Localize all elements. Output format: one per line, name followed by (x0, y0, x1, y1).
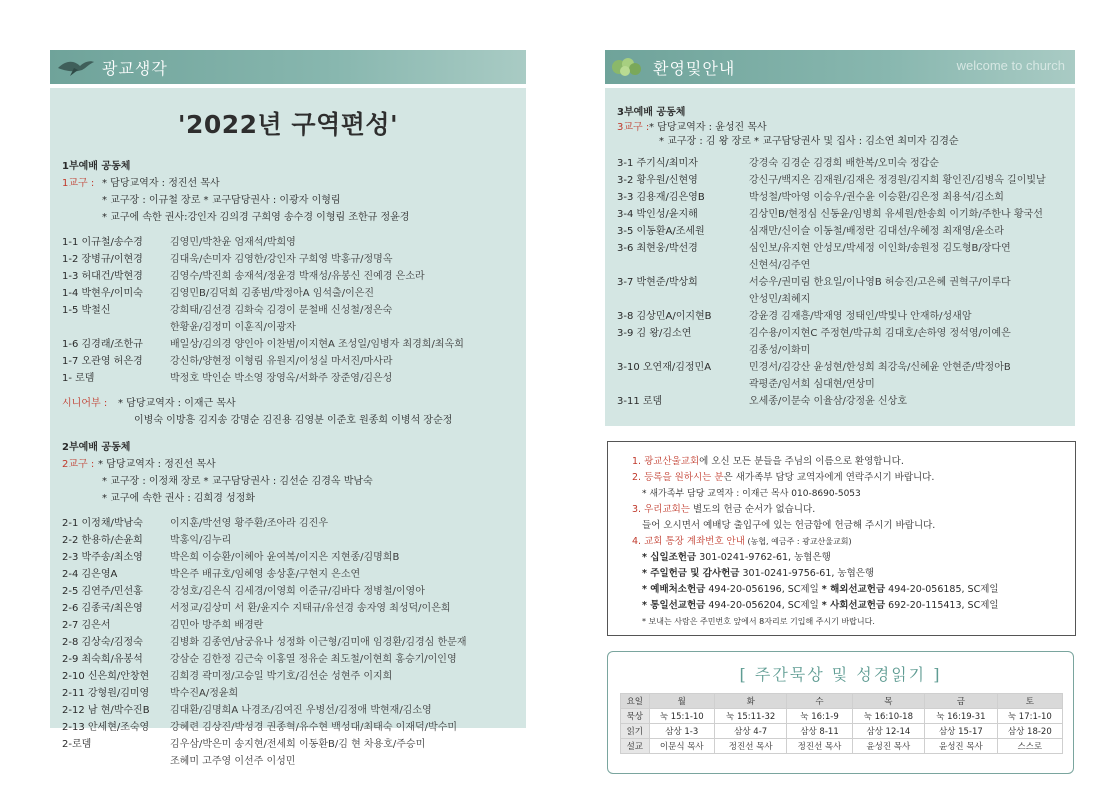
district-label: 2교구 : (62, 459, 95, 470)
schedule-cell: 윤성진 목사 (925, 739, 998, 754)
district-row (62, 583, 514, 600)
service1-rows (62, 234, 514, 387)
district-members: 김상민B/현정심 신동윤/임병희 유세원/한송희 이기화/주한나 황국선 (749, 209, 1043, 220)
district-members: 오세종/이문숙 이율삼/강정윤 신상호 (749, 396, 907, 407)
left-banner (50, 50, 526, 84)
schedule-cell: 눅 16:10-18 (852, 709, 925, 724)
district-row (617, 240, 1063, 257)
district-members: 심재만/신이슬 이동철/배정란 김대선/우혜정 최재영/윤소라 (749, 226, 1004, 237)
banner-title: 광교생각 (102, 58, 168, 78)
district-leader: 3-6 최현웅/박선경 (617, 243, 698, 254)
account-number: 494-20-056196, SC제일 (705, 584, 822, 595)
district-leader: 3-8 김상민A/이지현B (617, 311, 712, 322)
district-members: 심인보/유지현 안성모/박세정 이인화/송원정 김도형B/장다연 (749, 243, 1011, 254)
district-list-panel (50, 88, 526, 767)
district-leader: 1-1 이규철/송수경 (62, 237, 143, 248)
pastor-line: * 담당교역자 : 정진선 목사 (98, 459, 216, 470)
notice-highlight: 1. 광교산울교회 (632, 456, 700, 467)
district-members: 김병화 김종연/남궁유나 성정화 이근형/김미애 임경환/김경심 한문재 (170, 637, 467, 648)
account-name: * 예배처소헌금 (642, 584, 706, 595)
schedule-cell: 삼상 18-20 (997, 724, 1062, 739)
district-members: 김대욱/손미자 김영한/강인자 구희영 박홍규/정명옥 (170, 254, 393, 265)
district-leader: 2-11 강형원/김미영 (62, 688, 150, 699)
district-row (617, 189, 1063, 206)
district-leader: 2-6 김종국/최은영 (62, 603, 143, 614)
notice-item-2 (632, 470, 1051, 486)
district-members: 강윤경 김재흥/박재영 정태인/박빛나 안재하/성새암 (749, 311, 972, 322)
schedule-header-cell: 요일 (621, 694, 650, 709)
district-leader: 2-9 최숙희/유봉석 (62, 654, 143, 665)
account-2 (632, 566, 1051, 582)
leader-line: * 교구장 : 이정채 장로 * 교구담당권사 : 김선순 김경옥 박남숙 (102, 476, 373, 487)
schedule-cell: 삼상 4-7 (714, 724, 787, 739)
senior-pastor: * 담당교역자 : 이재근 목사 (118, 398, 236, 409)
weekly-schedule-box (607, 651, 1074, 774)
district-row (62, 634, 514, 651)
district-row (62, 600, 514, 617)
district-row (62, 549, 514, 566)
schedule-cell: 눅 16:19-31 (925, 709, 998, 724)
district-members: 강경숙 김경순 김경희 배한복/오미숙 정갑순 (749, 158, 939, 169)
schedule-header-row (621, 694, 1063, 709)
schedule-row-label: 묵상 (621, 709, 650, 724)
schedule-table (620, 693, 1063, 754)
service3-heading: 3부예배 공동체 (617, 107, 686, 118)
bird-icon (56, 54, 96, 80)
district-leader: 3-9 김 왕/김소연 (617, 328, 692, 339)
district-row (62, 515, 514, 532)
schedule-cell: 정진선 목사 (714, 739, 787, 754)
deaconess-line: * 교구에 속한 권사 : 김희경 성정화 (102, 493, 256, 504)
district-members: 박정호 박인순 박소영 장영옥/서화주 장준영/김은성 (170, 373, 393, 384)
account-number: 494-20-056185, SC제일 (885, 584, 999, 595)
district-members: 김영민/박찬윤 엄재석/박희영 (170, 237, 296, 248)
notice-box (607, 441, 1076, 636)
schedule-cell: 삼상 8-11 (787, 724, 852, 739)
district-members: 강삼순 김한정 김근숙 이홍열 정유순 최도철/이현희 홍승기/이인영 (170, 654, 457, 665)
district-members: 서승우/권미림 한요일/이나영B 허승진/고은혜 권혁구/이루다 (749, 277, 1011, 288)
leaf-icon (609, 54, 645, 80)
district-row (62, 651, 514, 668)
service2-district-line1 (62, 456, 514, 473)
district-leader: 2-7 김은서 (62, 620, 111, 631)
service3-rows (617, 155, 1063, 410)
district-leader (62, 319, 170, 336)
account-3 (632, 582, 1051, 598)
district-row (62, 617, 514, 634)
schedule-cell: 삼상 12-14 (852, 724, 925, 739)
district-leader: 2-2 한용하/손윤희 (62, 535, 143, 546)
schedule-cell: 정진선 목사 (787, 739, 852, 754)
schedule-header-cell: 월 (649, 694, 714, 709)
district-leader: 1-2 장병규/이현경 (62, 254, 143, 265)
district-row (62, 336, 514, 353)
district-row (62, 532, 514, 549)
district-members: 김우삼/박은미 송지현/전세희 이동환B/김 현 차용호/주승미 (170, 739, 426, 750)
district-leader: 3-2 황우원/신현영 (617, 175, 698, 186)
district3-panel (605, 88, 1075, 426)
district-members: 김영수/박진희 송재석/정윤경 박재성/유봉신 진예경 은소라 (170, 271, 425, 282)
district-members: 강신하/양현정 이형림 유원지/이성실 마서진/마사라 (170, 356, 393, 367)
district-leader: 3-4 박인성/윤지해 (617, 209, 698, 220)
schedule-header-cell: 화 (714, 694, 787, 709)
district-leader: 1-4 박현우/이미숙 (62, 288, 143, 299)
district-members: 김민아 방주희 배경란 (170, 620, 264, 631)
district-row (617, 206, 1063, 223)
banner-subtitle: welcome to church (956, 58, 1065, 73)
schedule-cell: 눅 15:1-10 (649, 709, 714, 724)
district-members: 김희경 곽미정/고승일 박기호/김선순 성현주 이지희 (170, 671, 393, 682)
senior-line (62, 395, 514, 412)
notice-highlight: 4. 교회 통장 계좌번호 안내 (632, 536, 745, 547)
leader-line: * 교구장 : 김 왕 장로 * 교구담당권사 및 집사 : 김소연 최미자 김경순 (659, 136, 959, 147)
district-row (617, 223, 1063, 240)
district-row (617, 359, 1063, 376)
service3-district-line1 (617, 121, 1063, 134)
district-row (62, 285, 514, 302)
district-members: 이지훈/박선영 황주환/조아라 김진우 (170, 518, 328, 529)
account-name: * 통일선교헌금 (642, 600, 706, 611)
district-row (617, 308, 1063, 325)
account-name: * 주일헌금 및 감사헌금 (642, 568, 740, 579)
pastor-line: * 담당교역자 : 윤성진 목사 (649, 122, 767, 133)
district-leader: 1-5 박철신 (62, 305, 111, 316)
district-row (617, 172, 1063, 189)
account-number: 494-20-056204, SC제일 (705, 600, 822, 611)
district-leader: 2-12 남 현/박수진B (62, 705, 150, 716)
district-row (617, 274, 1063, 291)
district-row (62, 370, 514, 387)
account-name: * 십일조헌금 (642, 552, 697, 563)
district-row (62, 719, 514, 736)
district-row (617, 393, 1063, 410)
schedule-cell: 삼상 1-3 (649, 724, 714, 739)
district-members: 박은희 이승환/이혜아 윤여복/이지은 지현종/김명희B (170, 552, 400, 563)
district-members-cont: 신현석/김주연 (749, 260, 811, 271)
district-members: 조혜미 고주영 이선주 이성민 (170, 756, 296, 767)
district-members: 김수용/이지현C 주정현/박규희 김대호/손하영 정석영/이예은 (749, 328, 1011, 339)
notice-text: (농협, 예금주 : 광교산울교회) (744, 537, 852, 546)
schedule-header-cell: 목 (852, 694, 925, 709)
district-members: 한황윤/김정미 이훈직/이광자 (170, 322, 296, 333)
district-leader: 1- 로뎀 (62, 373, 95, 384)
district-members: 배일상/김의경 양인아 이찬범/이지현A 조성일/임병자 최경희/최옥희 (170, 339, 464, 350)
district-leader: 1-3 허대건/박현경 (62, 271, 143, 282)
district-members: 서정교/김상미 서 환/윤지수 지태규/유선경 송자영 최성덕/이은희 (170, 603, 451, 614)
account-name: * 사회선교헌금 (821, 600, 886, 611)
right-banner (605, 50, 1075, 84)
district-members: 강신구/백지은 김재원/김재은 정경원/김지희 황인진/김병옥 길이빛날 (749, 175, 1046, 186)
district-row (62, 753, 514, 770)
district-row (62, 736, 514, 753)
district-leader: 3-11 로뎀 (617, 396, 663, 407)
district-leader: 3-7 박현준/박상희 (617, 277, 698, 288)
district-row (62, 319, 514, 336)
district-leader: 2-10 신은희/안창현 (62, 671, 150, 682)
schedule-header-cell: 토 (997, 694, 1062, 709)
notice-item-3 (632, 502, 1051, 518)
notice-highlight: 2. 등록을 원하시는 분 (632, 472, 724, 483)
district-members: 강희태/김선경 김화숙 김경이 문철배 신성철/정은숙 (170, 305, 393, 316)
schedule-row (621, 724, 1063, 739)
senior-members: 이병숙 이방흥 김지송 강명순 김진용 김영분 이준호 원종희 이병석 장순정 (134, 415, 453, 426)
district-row (62, 702, 514, 719)
district-members: 김영민B/김덕희 김종범/박정아A 임석출/이은진 (170, 288, 375, 299)
district-row (62, 302, 514, 319)
district-row (62, 668, 514, 685)
district-leader: 3-5 이동환A/조세원 (617, 226, 705, 237)
district-leader: 2-5 김연주/민선홍 (62, 586, 143, 597)
district-row (62, 566, 514, 583)
notice-sub: 들어 오시면서 예배당 출입구에 있는 헌금함에 헌금해 주시기 바랍니다. (642, 520, 936, 531)
schedule-cell: 눅 16:1-9 (787, 709, 852, 724)
notice-item-4 (632, 534, 1051, 550)
account-number: 301-0241-9756-61, 농협은행 (739, 568, 875, 579)
notice-highlight: 3. 우리교회는 (632, 504, 690, 515)
account-1 (632, 550, 1051, 566)
district-label: 1교구 : (62, 178, 95, 189)
schedule-header-cell: 금 (925, 694, 998, 709)
service1-heading: 1부예배 공동체 (62, 161, 131, 172)
notice-text: 은 새가족부 담당 교역자에게 연락주시기 바랍니다. (723, 472, 935, 483)
district-leader: 2-8 김상숙/김정숙 (62, 637, 143, 648)
schedule-cell: 눅 17:1-10 (997, 709, 1062, 724)
district-label: 3교구 : (617, 122, 650, 133)
district-row (62, 234, 514, 251)
pastor-line: * 담당교역자 : 정진선 목사 (102, 178, 220, 189)
schedule-cell: 윤성진 목사 (852, 739, 925, 754)
district-members: 민경서/김강산 윤성현/한성희 최강욱/신혜윤 안현준/박정아B (749, 362, 1011, 373)
account-number: 692-20-115413, SC제일 (885, 600, 999, 611)
account-4 (632, 598, 1051, 614)
account-name: * 해외선교헌금 (821, 584, 886, 595)
schedule-header-cell: 수 (787, 694, 852, 709)
district-members: 강성호/김은식 김세경/이영희 이준규/김바다 정병철/이영아 (170, 586, 425, 597)
district-leader: 3-1 주기식/최미자 (617, 158, 698, 169)
banner-title: 환영및안내 (653, 58, 736, 78)
page-title: '2022년 구역편성' (177, 110, 399, 139)
district-leader: 2-13 안세현/조숙영 (62, 722, 150, 733)
senior-label: 시니어부 : (62, 398, 108, 409)
notice-item-1 (632, 454, 1051, 470)
district-row (617, 325, 1063, 342)
district-leader: 3-3 김용재/김은영B (617, 192, 705, 203)
notice-text: 에 오신 모든 분들을 주님의 이름으로 환영합니다. (699, 456, 904, 467)
schedule-cell: 스스로 (997, 739, 1062, 754)
schedule-cell: 삼상 15-17 (925, 724, 998, 739)
district-leader: 1-7 오관영 허은경 (62, 356, 143, 367)
schedule-row-label: 읽기 (621, 724, 650, 739)
schedule-cell: 이문식 목사 (649, 739, 714, 754)
schedule-cell: 눅 15:11-32 (714, 709, 787, 724)
district-leader: 2-3 박주송/최소영 (62, 552, 143, 563)
district-row (62, 353, 514, 370)
district-members: 강혜련 김상진/박성경 권종혁/유수현 백성대/최태숙 이재덕/박수미 (170, 722, 458, 733)
district-row (62, 251, 514, 268)
notice-sub: * 새가족부 담당 교역자 : 이재근 목사 010-8690-5053 (642, 489, 861, 499)
notice-text: 별도의 헌금 순서가 없습니다. (689, 504, 816, 515)
service2-heading: 2부예배 공동체 (62, 442, 131, 453)
district-row (62, 685, 514, 702)
district-members-cont: 안성민/최혜지 (749, 294, 811, 305)
district-leader: 1-6 김경래/조한규 (62, 339, 143, 350)
district-leader: 2-로뎀 (62, 739, 92, 750)
district-members: 박홍익/김누리 (170, 535, 232, 546)
district-members-cont: 김종성/이화미 (749, 345, 811, 356)
service2-rows (62, 515, 514, 770)
district-members: 박수진A/정윤희 (170, 688, 239, 699)
schedule-row (621, 739, 1063, 754)
district-row (617, 155, 1063, 172)
district-leader (62, 753, 170, 770)
leader-line: * 교구장 : 이규철 장로 * 교구담당권사 : 이광자 이형림 (102, 195, 341, 206)
district-leader: 2-4 김은영A (62, 569, 118, 580)
district-members-cont: 곽평준/임서희 심대현/연상미 (749, 379, 875, 390)
service1-district-line1 (62, 175, 514, 192)
schedule-row (621, 709, 1063, 724)
account-note: * 보내는 사람은 주민번호 앞에서 8자리로 기입해 주시기 바랍니다. (642, 617, 875, 626)
schedule-row-label: 설교 (621, 739, 650, 754)
district-row (62, 268, 514, 285)
deaconess-line: * 교구에 속한 권사:강인자 김의경 구희영 송수경 이형림 조한규 정윤경 (102, 212, 410, 223)
district-leader: 2-1 이정채/박남숙 (62, 518, 143, 529)
district-members: 박성철/박아영 이승우/권수윤 이승환/김은정 최용석/김소희 (749, 192, 1004, 203)
district-members: 박은주 배규호/임혜영 송상훈/구현지 은소연 (170, 569, 361, 580)
schedule-body (621, 709, 1063, 754)
schedule-title: [ 주간묵상 및 성경읽기 ] (739, 665, 942, 684)
district-leader: 3-10 오연재/김정민A (617, 362, 712, 373)
account-number: 301-0241-9762-61, 농협은행 (696, 552, 831, 563)
district-members: 김대환/김명희A 나경조/김여진 우병선/김정애 박현재/김소영 (170, 705, 432, 716)
